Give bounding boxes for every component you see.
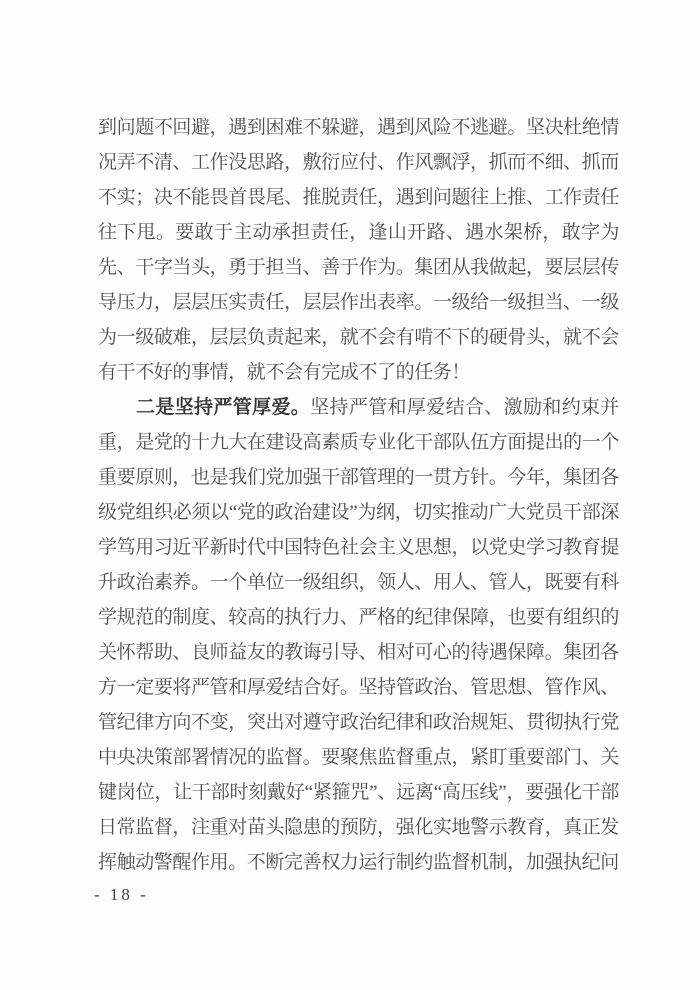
paragraph-lead: 二是坚持严管厚爱。 (136, 397, 311, 418)
paragraph-second-point: 二是坚持严管厚爱。坚持严管和厚爱结合、激励和约束并重，是党的十九大在建设高素质专业化干部队伍方面提出的一个重要原则，也是我们党加强干部管理的一贯方针。今年，集团各级党组织必须以“党的政治建设”为纲，切实推动广大党员干部深学笃用习近平新时代中国特色社会主义思想，以党史学习教育提升政治素养。一个单位一级组织，领人、用人、管人，既要有科学规范的制度、较高的执行力、严格的纪律保障，也要有组织的关怀帮助、良师益友的教诲引导、相对可心的待遇保障。集团各方一定要将严管和厚爱结合好。坚持管政治、管思想、管作风、管纪律方向不变，突出对遵守政治纪律和政治规矩、贯彻执行党中央决策部署情况的监督。要聚焦监督重点，紧盯重要部门、关键岗位，让干部时刻戴好“紧箍咒”、远离“高压线”，要强化干部日常监督，注重对苗头隐患的预防，强化实地警示教育，真正发挥触动警醒作用。不断完善权力运行制约监督机制，加强执纪问 (98, 397, 619, 873)
document-body (98, 110, 619, 880)
paragraph-continued: 到问题不回避，遇到困难不躲避，遇到风险不逃避。坚决杜绝情况弄不清、工作没思路，敷衍应付、作风飘浮，抓而不细、抓而不实；决不能畏首畏尾、推脱责任，遇到问题往上推、工作责任往下甩。要敢于主动承担责任，逢山开路、遇水架桥，敢字为先、干字当头，勇于担当、善于作为。集团从我做起，要层层传导压力，层层压实责任，层层作出表率。一级给一级担当、一级为一级破难，层层负责起来，就不会有啃不下的硬骨头，就不会有干不好的事情，就不会有完成不了的任务！ (98, 117, 619, 383)
page-number: - 18 - (94, 885, 149, 904)
